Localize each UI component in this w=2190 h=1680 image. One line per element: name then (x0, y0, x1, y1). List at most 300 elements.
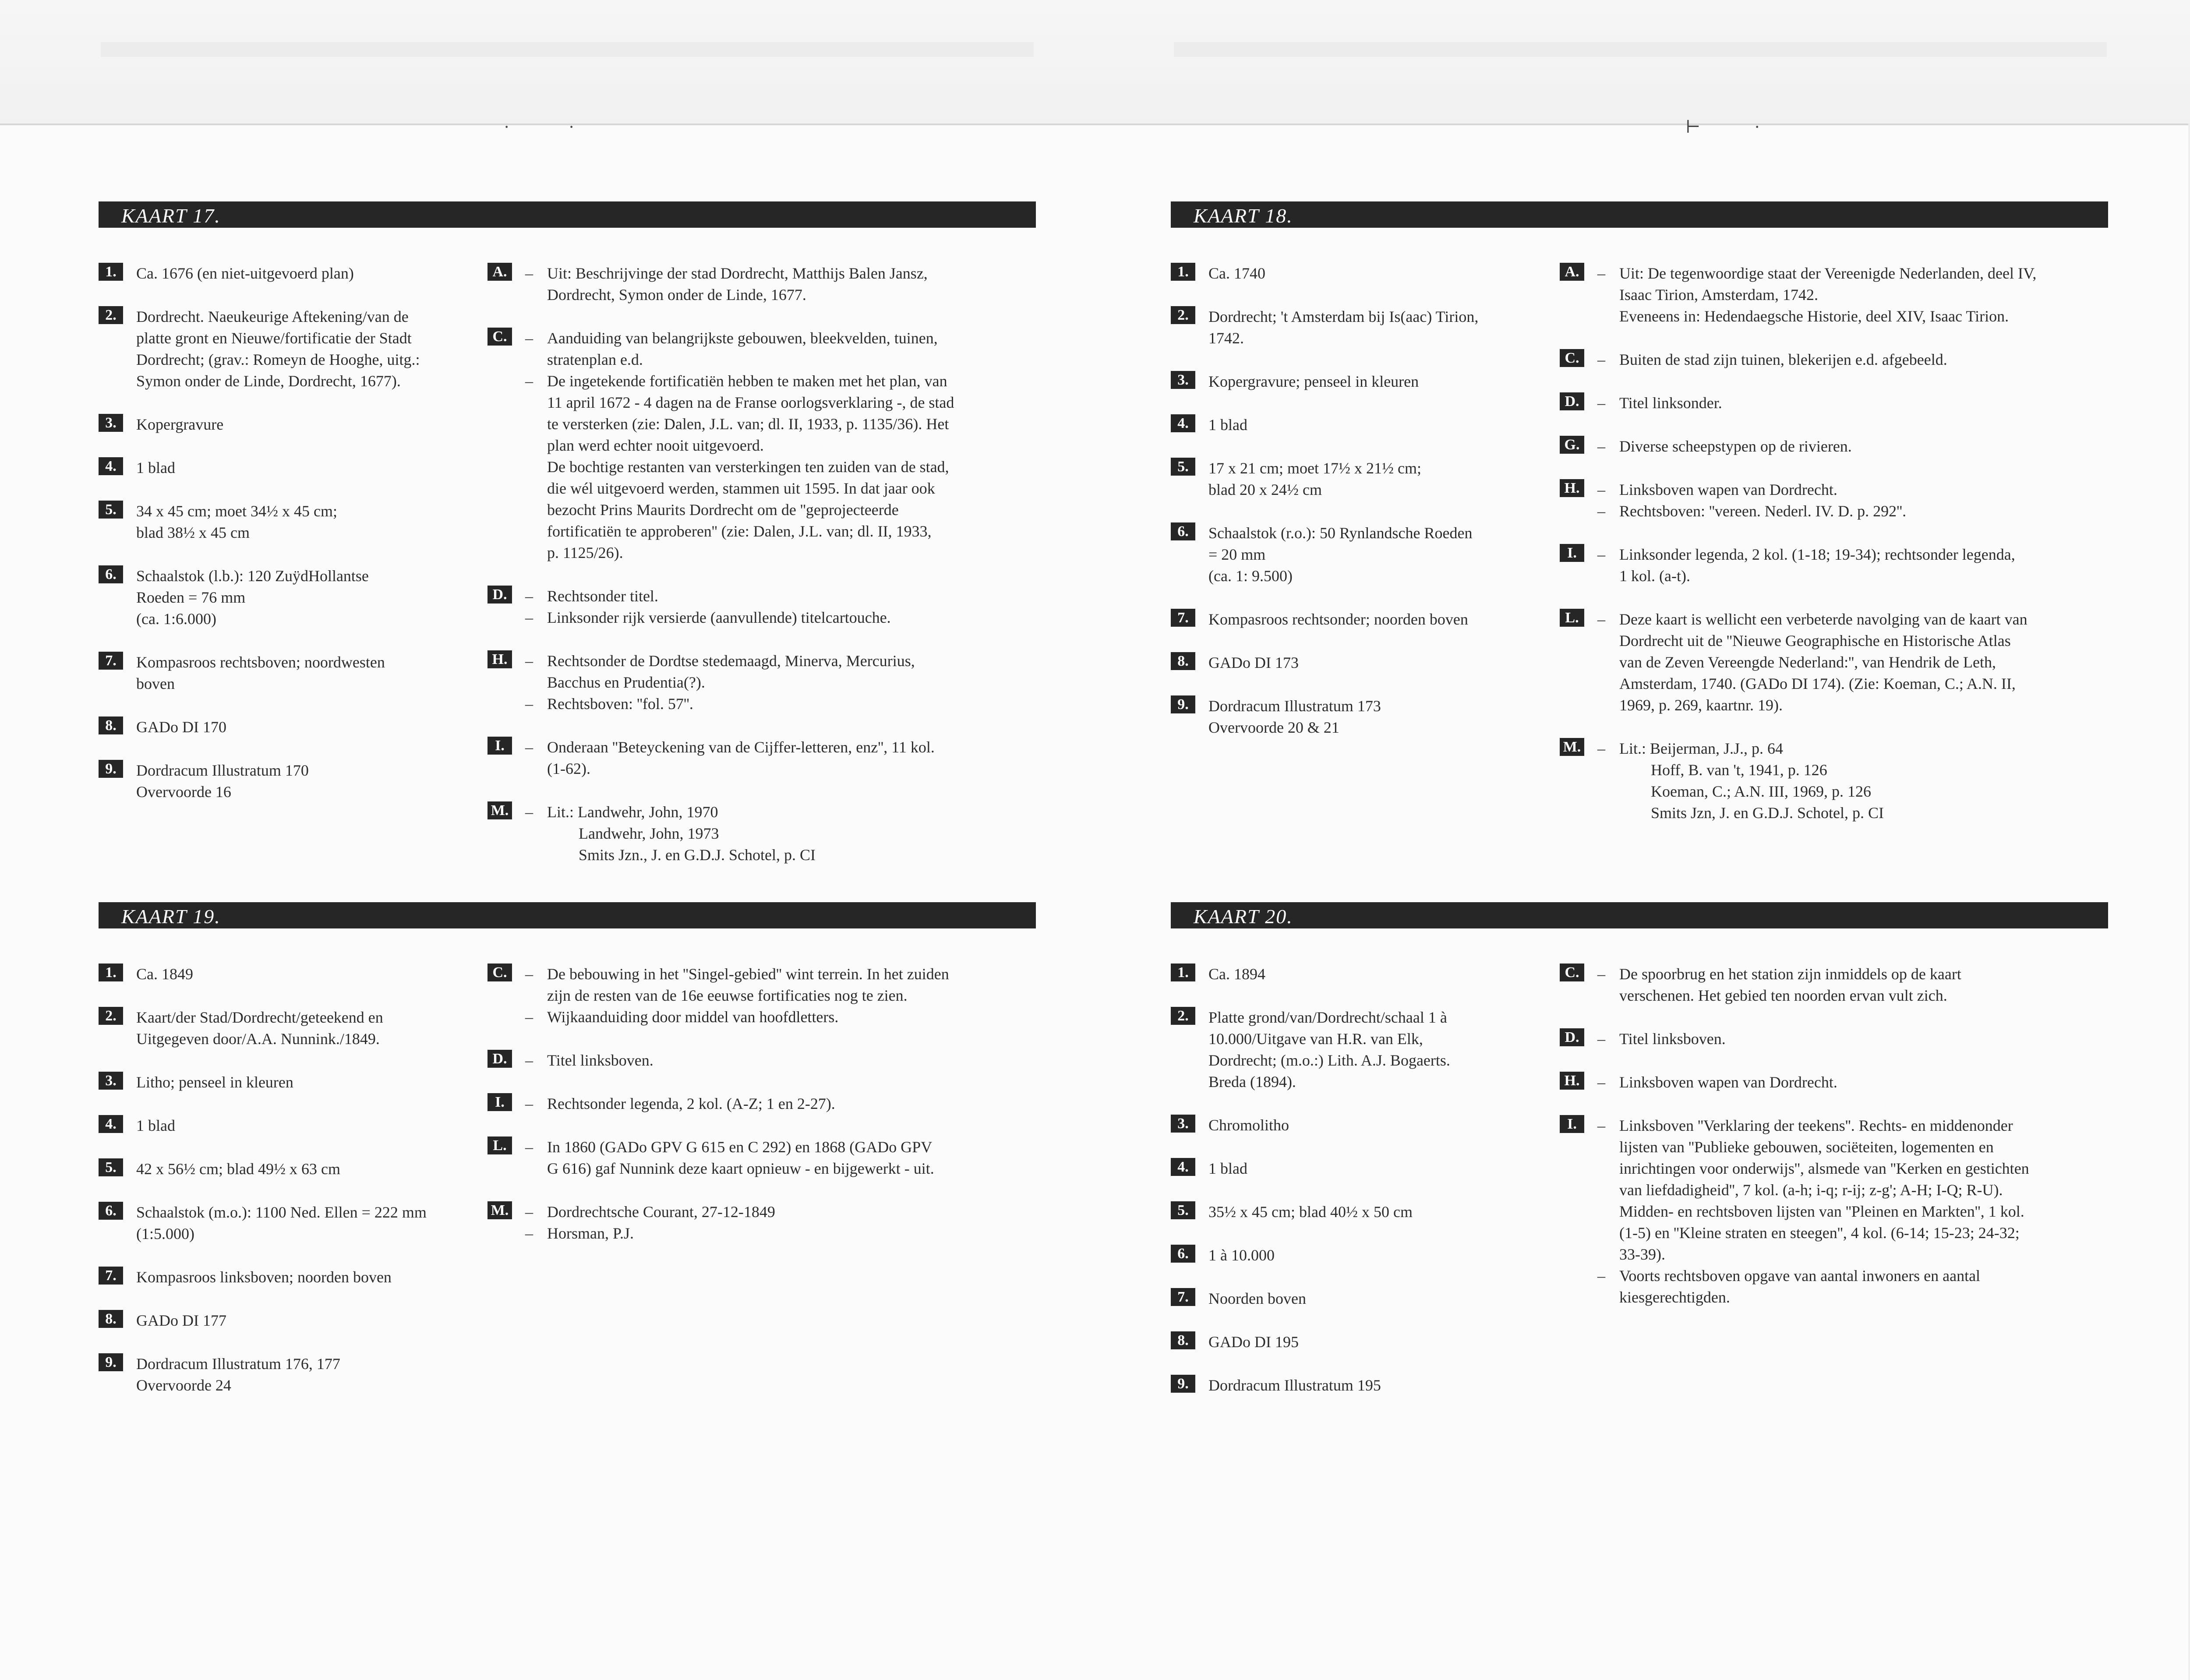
entry-line-text: De bebouwing in het ''Singel-gebied'' wint terrein. In het zuiden (547, 965, 949, 983)
dash-bullet: – (525, 1138, 533, 1156)
entry-line-text: Linksboven ''Verklaring der teekens''. Rechts- en middenonder (1619, 1117, 2013, 1134)
kaart-title: KAART 19. (121, 905, 221, 928)
entry-text (525, 1050, 949, 1071)
entry-line-text: Deze kaart is wellicht een verbeterde navolging van de kaart van (1619, 611, 2028, 628)
entry-number-badge: 7. (1171, 609, 1195, 627)
entry-line: GADo DI 170 (136, 718, 226, 736)
entry-line (525, 413, 954, 435)
entry-text (1597, 479, 2036, 522)
entry-text (1208, 371, 1478, 392)
lettered-entry (1560, 1028, 2029, 1050)
entry-line (525, 1093, 949, 1115)
entry-text (136, 1267, 427, 1288)
entry-line-text: 11 april 1672 - 4 dagen na de Franse oorlogsverklaring -, de stad (547, 394, 954, 411)
kaart-title-bar (99, 201, 1036, 228)
entry-number-badge: 6. (1171, 522, 1195, 540)
entry-text (525, 586, 954, 628)
entry-line (1597, 284, 2036, 306)
dash-bullet: – (1597, 481, 1605, 498)
numbered-entry (99, 1353, 427, 1396)
numbered-entry (99, 565, 420, 630)
entry-line-text: Aanduiding van belangrijkste gebouwen, bleekvelden, tuinen, (547, 329, 938, 347)
entry-line: GADo DI 177 (136, 1312, 226, 1329)
entry-line (525, 371, 954, 392)
lettered-entry (1560, 544, 2036, 587)
entry-number-badge: 8. (99, 716, 123, 734)
entry-number-badge: 2. (99, 1007, 123, 1025)
entry-text (1597, 349, 2036, 371)
entry-text (1208, 695, 1478, 738)
entry-line (525, 499, 954, 521)
dash-bullet: – (525, 1095, 533, 1112)
entry-letter-badge: I. (1560, 544, 1584, 562)
numbered-entry (1171, 414, 1478, 436)
entry-line: blad 20 x 24½ cm (1208, 481, 1322, 498)
entry-line (1597, 501, 2036, 522)
entry-text (136, 306, 420, 392)
entry-line (1597, 1287, 2029, 1308)
entry-line-text: Linksboven wapen van Dordrecht. (1619, 1073, 1837, 1091)
entry-line: Schaalstok (m.o.): 1100 Ned. Ellen = 222 mm (136, 1204, 427, 1221)
entry-line: 10.000/Uitgave van H.R. van Elk, (1208, 1030, 1423, 1048)
entry-line-text: Uit: Beschrijvinge der stad Dordrecht, Matthijs Balen Jansz, (547, 265, 928, 282)
entry-text (136, 1202, 427, 1245)
entry-line (525, 328, 954, 349)
entry-text (136, 1007, 427, 1050)
entry-text (1597, 392, 2036, 414)
numbered-entry (99, 1007, 427, 1050)
kaart-title-bar (1171, 201, 2108, 228)
entry-text (525, 801, 954, 866)
entry-line-text: Titel linksboven. (1619, 1030, 1726, 1048)
entry-text (525, 1201, 949, 1244)
entry-line-text: Wijkaanduiding door middel van hoofdletters. (547, 1008, 839, 1026)
lettered-entry (1560, 392, 2036, 414)
entry-line: Roeden = 76 mm (136, 589, 246, 606)
numbered-entry (1171, 263, 1478, 284)
entry-line-text: fortificatiën te approberen'' (zie: Dalen, J.L. van; dl. II, 1933, (547, 522, 932, 540)
entry-number-badge: 8. (99, 1310, 123, 1328)
entry-text (136, 1353, 427, 1396)
entry-line: 17 x 21 cm; moet 17½ x 21½ cm; (1208, 459, 1421, 477)
entry-line-text: p. 1125/26). (547, 544, 623, 561)
entry-line-text: Diverse scheepstypen op de rivieren. (1619, 438, 1852, 455)
numbered-entry (1171, 522, 1478, 587)
entry-line (525, 478, 954, 499)
entry-line (1597, 392, 2036, 414)
entry-line-text: Landwehr, John, 1973 (547, 825, 719, 842)
entry-line-text: Isaac Tirion, Amsterdam, 1742. (1619, 286, 1818, 304)
dash-bullet: – (1597, 546, 1605, 563)
dash-bullet: – (1597, 265, 1605, 282)
entry-text (525, 964, 949, 1028)
numbered-entry (1171, 371, 1478, 392)
entry-line-text: Rechtsonder de Dordtse stedemaagd, Minerva, Mercurius, (547, 652, 915, 670)
entry-text (1208, 1331, 1450, 1353)
entry-text (1597, 738, 2036, 824)
entry-text (1208, 1201, 1450, 1223)
entry-number-badge: 5. (99, 501, 123, 519)
dash-bullet: – (1597, 740, 1605, 757)
entry-letter-badge: I. (487, 1093, 512, 1111)
entry-text (525, 263, 954, 306)
lettered-column (487, 263, 954, 888)
entry-line (525, 823, 954, 844)
numbered-entry (99, 1072, 427, 1093)
kaart-title: KAART 20. (1194, 905, 1293, 928)
entry-line: 1 blad (136, 1117, 175, 1134)
entry-text (136, 716, 420, 738)
entry-line-text: te versterken (zie: Dalen, J.L. van; dl. II, 1933, p. 1135/36). Het (547, 415, 949, 433)
entry-line-text: 33-39). (1619, 1246, 1665, 1263)
entry-line: Ca. 1740 (1208, 265, 1265, 282)
entry-line: (ca. 1: 9.500) (1208, 567, 1293, 585)
entry-line: Overvoorde 16 (136, 783, 231, 801)
dash-bullet: – (1597, 394, 1605, 412)
entry-line (525, 650, 954, 672)
entry-letter-badge: I. (487, 737, 512, 755)
numbered-entry (99, 964, 427, 985)
entry-letter-badge: H. (1560, 479, 1584, 497)
entry-number-badge: 3. (99, 1072, 123, 1090)
entry-line (1597, 436, 2036, 457)
entry-text (136, 501, 420, 544)
entry-line (525, 607, 954, 628)
entry-line: 35½ x 45 cm; blad 40½ x 50 cm (1208, 1203, 1413, 1221)
entry-line (525, 284, 954, 306)
entry-line-text: van de Zeven Vereengde Nederland:'', van Hendrik de Leth, (1619, 653, 1996, 671)
entry-line-text: plan werd echter nooit uitgevoerd. (547, 437, 764, 454)
entry-letter-badge: C. (487, 964, 512, 981)
entry-line-text: Dordrechtsche Courant, 27-12-1849 (547, 1203, 775, 1221)
page-fold-edge (2188, 124, 2190, 1680)
entry-line-text: Dordrecht, Symon onder de Linde, 1677. (547, 286, 806, 304)
lettered-entry (487, 1093, 949, 1115)
lettered-entry (487, 586, 954, 628)
entry-line (525, 801, 954, 823)
entry-letter-badge: H. (487, 650, 512, 668)
entry-text (1597, 1072, 2029, 1093)
entry-line (1597, 964, 2029, 985)
entry-text (1597, 263, 2036, 327)
entry-line (525, 737, 954, 758)
entry-number-badge: 5. (99, 1158, 123, 1176)
crop-mark: ⊢ (1685, 117, 1701, 137)
entry-line: Overvoorde 24 (136, 1376, 231, 1394)
entry-text (1208, 609, 1478, 630)
entry-line (1597, 695, 2036, 716)
entry-number-badge: 9. (99, 760, 123, 778)
entry-text (525, 1136, 949, 1179)
entry-line-text: kiesgerechtigden. (1619, 1288, 1730, 1306)
entry-line (525, 985, 949, 1006)
lettered-column (487, 964, 949, 1266)
entry-line-text: Rechtsboven: ''fol. 57''. (547, 695, 693, 713)
entry-line: Schaalstok (l.b.): 120 ZuÿdHollantse (136, 567, 369, 585)
dash-bullet: – (525, 1008, 533, 1026)
entry-number-badge: 1. (99, 263, 123, 281)
entry-text (136, 1115, 427, 1136)
entry-line-text: zijn de resten van de 16e eeuwse fortificaties nog te zien. (547, 987, 908, 1004)
kaart-title: KAART 18. (1194, 205, 1293, 227)
entry-line-text: Koeman, C.; A.N. III, 1969, p. 126 (1619, 783, 1871, 800)
numbered-entry (1171, 1007, 1450, 1093)
lettered-entry (487, 328, 954, 564)
entry-line: Overvoorde 20 & 21 (1208, 719, 1339, 736)
entry-letter-badge: C. (1560, 349, 1584, 367)
entry-letter-badge: L. (487, 1136, 512, 1154)
dash-bullet: – (525, 329, 533, 347)
entry-line (1597, 1201, 2029, 1222)
lettered-entry (487, 1050, 949, 1071)
entry-line-text: van liefdadigheid'', 7 kol. (a-h; i-q; r-ij; z-g'; A-H; I-Q; R-U). (1619, 1181, 2003, 1199)
entry-number-badge: 6. (99, 1202, 123, 1220)
entry-line-text: (1-62). (547, 760, 590, 777)
entry-line-text: Titel linksboven. (547, 1052, 653, 1069)
entry-line (525, 542, 954, 564)
entry-number-badge: 4. (1171, 1158, 1195, 1176)
entry-line-text: lijsten van ''Publieke gebouwen, sociëteiten, logementen en (1619, 1138, 1994, 1156)
entry-text (136, 414, 420, 435)
entry-text (1208, 964, 1450, 985)
entry-letter-badge: H. (1560, 1072, 1584, 1090)
entry-text (1208, 306, 1478, 349)
entry-number-badge: 1. (1171, 964, 1195, 981)
entry-line: Kompasroos rechtsonder; noorden boven (1208, 611, 1468, 628)
entry-line-text: Eveneens in: Hedendaegsche Historie, deel XIV, Isaac Tirion. (1619, 307, 2009, 325)
entry-line-text: Bacchus en Prudentia(?). (547, 674, 705, 691)
entry-line-text: bezocht Prins Maurits Dordrecht om de ''geprojecteerde (547, 501, 899, 519)
entry-line: Kopergravure (136, 416, 224, 433)
dash-bullet: – (525, 652, 533, 670)
entry-line: Dordracum Illustratum 173 (1208, 697, 1381, 715)
entry-line-text: die wél uitgevoerd werden, stammen uit 1595. In dat jaar ook (547, 480, 935, 497)
entry-letter-badge: D. (487, 1050, 512, 1068)
entry-line-text: Buiten de stad zijn tuinen, blekerijen e.d. afgebeeld. (1619, 351, 1947, 368)
entry-line (1597, 652, 2036, 673)
dash-bullet: – (525, 965, 533, 983)
dash-bullet: – (525, 372, 533, 390)
entry-line: 1 blad (136, 459, 175, 476)
entry-text (136, 565, 420, 630)
entry-text (525, 650, 954, 715)
numbered-entry (99, 501, 420, 544)
lettered-entry (487, 801, 954, 866)
entry-line (1597, 565, 2036, 587)
entry-line: platte gront en Nieuwe/fortificatie der Stadt (136, 329, 412, 347)
entry-line: 1742. (1208, 329, 1244, 347)
dash-bullet: – (1597, 611, 1605, 628)
entry-text (1208, 1288, 1450, 1309)
entry-line: Dordracum Illustratum 170 (136, 762, 309, 779)
entry-line (1597, 985, 2029, 1006)
entry-line: Ca. 1894 (1208, 965, 1265, 983)
entry-number-badge: 7. (1171, 1288, 1195, 1306)
entry-line (1597, 544, 2036, 565)
entry-number-badge: 3. (1171, 371, 1195, 389)
numbered-entry (1171, 1201, 1450, 1223)
numbered-entry (1171, 964, 1450, 985)
entry-number-badge: 4. (1171, 414, 1195, 432)
numbered-entry (99, 414, 420, 435)
entry-number-badge: 1. (1171, 263, 1195, 281)
entry-number-badge: 3. (1171, 1115, 1195, 1133)
entry-line-text: De ingetekende fortificatiën hebben te maken met het plan, van (547, 372, 947, 390)
numbered-entry (99, 1158, 427, 1180)
lettered-entry (1560, 1072, 2029, 1093)
entry-line (525, 758, 954, 780)
entry-text (1208, 652, 1478, 674)
entry-text (136, 1158, 427, 1180)
entry-line (1597, 609, 2036, 630)
numbered-entry (99, 1115, 427, 1136)
entry-line: Chromolitho (1208, 1116, 1289, 1134)
numbered-column (1171, 263, 1478, 760)
entry-line (525, 521, 954, 542)
entry-text (136, 964, 427, 985)
entry-text (1208, 263, 1478, 284)
entry-text (1597, 1115, 2029, 1308)
entry-text (136, 1310, 427, 1331)
entry-letter-badge: G. (1560, 436, 1584, 454)
entry-line (525, 435, 954, 456)
dash-bullet: – (525, 695, 533, 713)
entry-number-badge: 9. (99, 1353, 123, 1371)
entry-text (525, 737, 954, 780)
bleed-through-line (1174, 42, 2107, 57)
entry-line: 1 blad (1208, 1160, 1247, 1177)
entry-line (1597, 673, 2036, 695)
kaart-title-bar (99, 902, 1036, 928)
entry-line (1597, 479, 2036, 501)
entry-text (1208, 414, 1478, 436)
dash-bullet: – (1597, 1117, 1605, 1134)
entry-line: (1:5.000) (136, 1225, 194, 1242)
entry-number-badge: 6. (99, 565, 123, 583)
entry-line-text: G 616) gaf Nunnink deze kaart opnieuw - en bijgewerkt - uit. (547, 1160, 934, 1177)
entry-line (525, 1223, 949, 1244)
dash-bullet: – (1597, 965, 1605, 983)
entry-line: 42 x 56½ cm; blad 49½ x 63 cm (136, 1160, 340, 1178)
entry-line-text: Smits Jzn., J. en G.D.J. Schotel, p. CI (547, 846, 816, 864)
entry-line-text: Dordrecht uit de ''Nieuwe Geographische en Historische Atlas (1619, 632, 2011, 649)
entry-line-text: 1969, p. 269, kaartnr. 19). (1619, 696, 1783, 714)
entry-line-text: Hoff, B. van 't, 1941, p. 126 (1619, 761, 1827, 779)
entry-text (1597, 964, 2029, 1006)
numbered-entry (99, 760, 420, 803)
entry-text (136, 760, 420, 803)
lettered-column (1560, 263, 2036, 846)
entry-line (525, 456, 954, 478)
dash-bullet: – (1597, 1267, 1605, 1285)
lettered-entry (1560, 1115, 2029, 1308)
entry-number-badge: 1. (99, 964, 123, 981)
entry-line (1597, 349, 2036, 371)
entry-line (525, 1201, 949, 1223)
numbered-entry (99, 1310, 427, 1331)
entry-line: GADo DI 173 (1208, 654, 1299, 671)
lettered-entry (487, 1201, 949, 1244)
entry-text (1597, 609, 2036, 716)
numbered-entry (1171, 1331, 1450, 1353)
entry-text (1597, 436, 2036, 457)
entry-line: boven (136, 675, 175, 692)
entry-line (525, 1050, 949, 1071)
entry-letter-badge: C. (487, 328, 512, 346)
dash-bullet: – (525, 1052, 533, 1069)
entry-text (136, 457, 420, 479)
lettered-entry (487, 964, 949, 1028)
entry-letter-badge: D. (487, 586, 512, 604)
entry-text (136, 263, 420, 284)
entry-number-badge: 9. (1171, 695, 1195, 713)
numbered-column (99, 964, 427, 1418)
bleed-through-line (101, 42, 1034, 57)
entry-line-text: Smits Jzn, J. en G.D.J. Schotel, p. CI (1619, 804, 1884, 822)
entry-text (136, 652, 420, 695)
dash-bullet: – (525, 1203, 533, 1221)
entry-line-text: Lit.: Landwehr, John, 1970 (547, 803, 718, 821)
lettered-entry (487, 1136, 949, 1179)
numbered-entry (1171, 695, 1478, 738)
dash-bullet: – (525, 609, 533, 626)
entry-letter-badge: A. (487, 263, 512, 281)
numbered-entry (99, 306, 420, 392)
entry-line (1597, 306, 2036, 327)
entry-letter-badge: A. (1560, 263, 1584, 281)
entry-line: 1 à 10.000 (1208, 1246, 1275, 1264)
dash-bullet: – (1597, 351, 1605, 368)
entry-number-badge: 2. (1171, 306, 1195, 324)
lettered-entry (487, 650, 954, 715)
entry-line: GADo DI 195 (1208, 1333, 1299, 1351)
numbered-entry (99, 716, 420, 738)
entry-line: Litho; penseel in kleuren (136, 1073, 293, 1091)
entry-line (525, 1006, 949, 1028)
entry-line (1597, 263, 2036, 284)
entry-letter-badge: I. (1560, 1115, 1584, 1133)
entry-line: Kaart/der Stad/Dordrecht/geteekend en (136, 1009, 383, 1026)
entry-line: Dordrecht; (grav.: Romeyn de Hooghe, uitg.: (136, 351, 420, 368)
kaart-title: KAART 17. (121, 205, 221, 227)
entry-number-badge: 5. (1171, 458, 1195, 476)
entry-line (1597, 1244, 2029, 1265)
entry-line-text: Voorts rechtsboven opgave van aantal inwoners en aantal (1619, 1267, 1981, 1285)
entry-line-text: Linksonder legenda, 2 kol. (1-18; 19-34); rechtsonder legenda, (1619, 546, 2015, 563)
entry-line-text: De bochtige restanten van versterkingen ten zuiden van de stad, (547, 458, 949, 476)
entry-number-badge: 9. (1171, 1375, 1195, 1393)
entry-line-text: (1-5) en ''Kleine straten en steegen'', 4 kol. (6-14; 15-23; 24-32; (1619, 1224, 2020, 1242)
crop-mark: · (504, 117, 510, 137)
dash-bullet: – (525, 587, 533, 605)
entry-line: Symon onder de Linde, Dordrecht, 1677). (136, 372, 401, 390)
entry-line-text: Uit: De tegenwoordige staat der Vereenigde Nederlanden, deel IV, (1619, 265, 2037, 282)
entry-number-badge: 4. (99, 1115, 123, 1133)
dash-bullet: – (525, 803, 533, 821)
entry-line: Platte grond/van/Dordrecht/schaal 1 à (1208, 1009, 1447, 1026)
entry-text (1208, 1375, 1450, 1396)
entry-line: Schaalstok (r.o.): 50 Rynlandsche Roeden (1208, 524, 1473, 542)
entry-line-text: Lit.: Beijerman, J.J., p. 64 (1619, 740, 1783, 757)
crop-mark: · (1754, 117, 1760, 137)
entry-line-text: Midden- en rechtsboven lijsten van ''Pleinen en Markten'', 1 kol. (1619, 1203, 2024, 1220)
numbered-entry (1171, 458, 1478, 501)
entry-letter-badge: D. (1560, 1028, 1584, 1046)
entry-line-text: De spoorbrug en het station zijn inmiddels op de kaart (1619, 965, 1961, 983)
entry-line: Kompasroos rechtsboven; noordwesten (136, 653, 385, 671)
entry-line (1597, 738, 2036, 759)
numbered-entry (1171, 1375, 1450, 1396)
